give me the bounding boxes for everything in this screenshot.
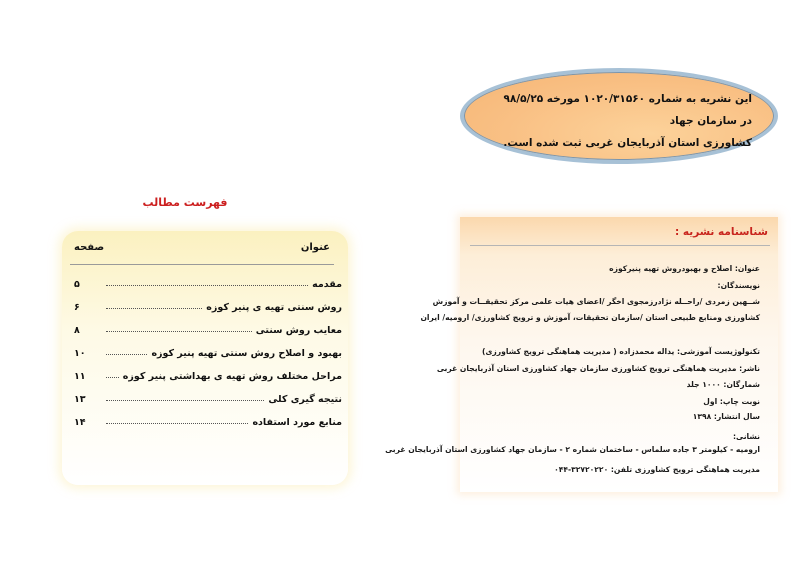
toc-entry[interactable]: [74, 389, 342, 405]
publication-details-divider: [470, 245, 770, 246]
toc-entry[interactable]: [74, 320, 342, 336]
publication-details-title: شناسنامه نشریه :: [675, 226, 768, 238]
detail-line: سال انتشار: ۱۳۹۸: [692, 412, 760, 421]
toc-entry[interactable]: [74, 343, 342, 359]
toc-entry-page: ۶: [74, 302, 80, 313]
toc-entry-title: منابع مورد استفاده: [252, 417, 342, 428]
detail-line: عنوان: اصلاح و بهبودروش تهیه پنیرکوزه: [609, 264, 760, 273]
toc-entry[interactable]: [74, 274, 342, 290]
toc-entry-page: ۱۴: [74, 417, 86, 428]
toc-entry-page: ۵: [74, 279, 80, 290]
toc-entry-page: ۸: [74, 325, 80, 336]
toc-leader: [106, 285, 308, 286]
toc-entry-page: ۱۳: [74, 394, 86, 405]
toc-leader: [106, 354, 147, 355]
registration-line-2: کشاورزی استان آذربایجان غربی ثبت شده است.: [503, 137, 752, 149]
toc-leader: [106, 423, 248, 424]
detail-line: شــهین زمردی /راحــله نژادرزمجوی اخگر /اعضای هیات علمی مرکز تحقیقــات و آموزش: [432, 297, 760, 306]
detail-line: شمارگان: ۱۰۰۰ جلد: [686, 380, 760, 389]
registration-line-1: این نشریه به شماره ۱۰۲۰/۳۱۵۶۰ مورخه ۹۸/۵/۲۵ در سازمان جهاد: [503, 93, 752, 127]
toc-entry-title: مراحل مختلف روش تهیه ی بهداشتی پنیر کوزه: [122, 371, 342, 382]
detail-line: مدیریت هماهنگی ترویج کشاورزی تلفن: ۳۲۷۲۰۲۲۰-۰۴۴: [554, 465, 760, 474]
toc-leader: [106, 308, 202, 309]
toc-title: فهرست مطالب: [142, 196, 228, 209]
toc-header-page: صفحه: [74, 242, 105, 253]
toc-leader: [106, 377, 119, 378]
toc-entry-title: بهبود و اصلاح روش سنتی تهیه پنیر کوزه: [151, 348, 342, 359]
toc-header-title: عنوان: [300, 242, 330, 253]
toc-header: [74, 242, 330, 262]
detail-line: نویسندگان:: [717, 281, 760, 290]
toc-entry-page: ۱۰: [74, 348, 86, 359]
toc-entry[interactable]: [74, 412, 342, 428]
detail-line: کشاورزی ومنابع طبیعی استان /سازمان تحقیقات، آموزش و ترویج کشاورزی/ ارومیه/ ایران: [420, 313, 760, 322]
detail-line: ناشر: مدیریت هماهنگی ترویج کشاورزی سازمان جهاد کشاورزی استان آذربایجان غربی: [436, 364, 760, 373]
toc-entry-title: روش سنتی تهیه ی پنیر کوزه: [206, 302, 342, 313]
detail-line: تکنولوژیست آموزشی: یداله محمدزاده ( مدیریت هماهنگی ترویج کشاورزی): [481, 347, 760, 356]
toc-entry-title: معایب روش سنتی: [255, 325, 342, 336]
detail-line: نوبت چاپ: اول: [703, 397, 760, 406]
toc-entry-page: ۱۱: [74, 371, 86, 382]
toc-leader: [106, 400, 264, 401]
toc-entry-title: نتیجه گیری کلی: [268, 394, 342, 405]
registration-note: [490, 88, 752, 154]
toc-entry[interactable]: [74, 366, 342, 382]
toc-entry[interactable]: [74, 297, 342, 313]
toc-header-divider: [70, 264, 334, 265]
toc-leader: [106, 331, 252, 332]
detail-line: ارومیه - کیلومتر ۳ جاده سلماس - ساختمان شماره ۲ - سازمان جهاد کشاورزی استان آذربایجان غربی: [385, 445, 760, 454]
detail-line: نشانی:: [732, 432, 760, 441]
toc-entry-title: مقدمه: [312, 279, 342, 290]
